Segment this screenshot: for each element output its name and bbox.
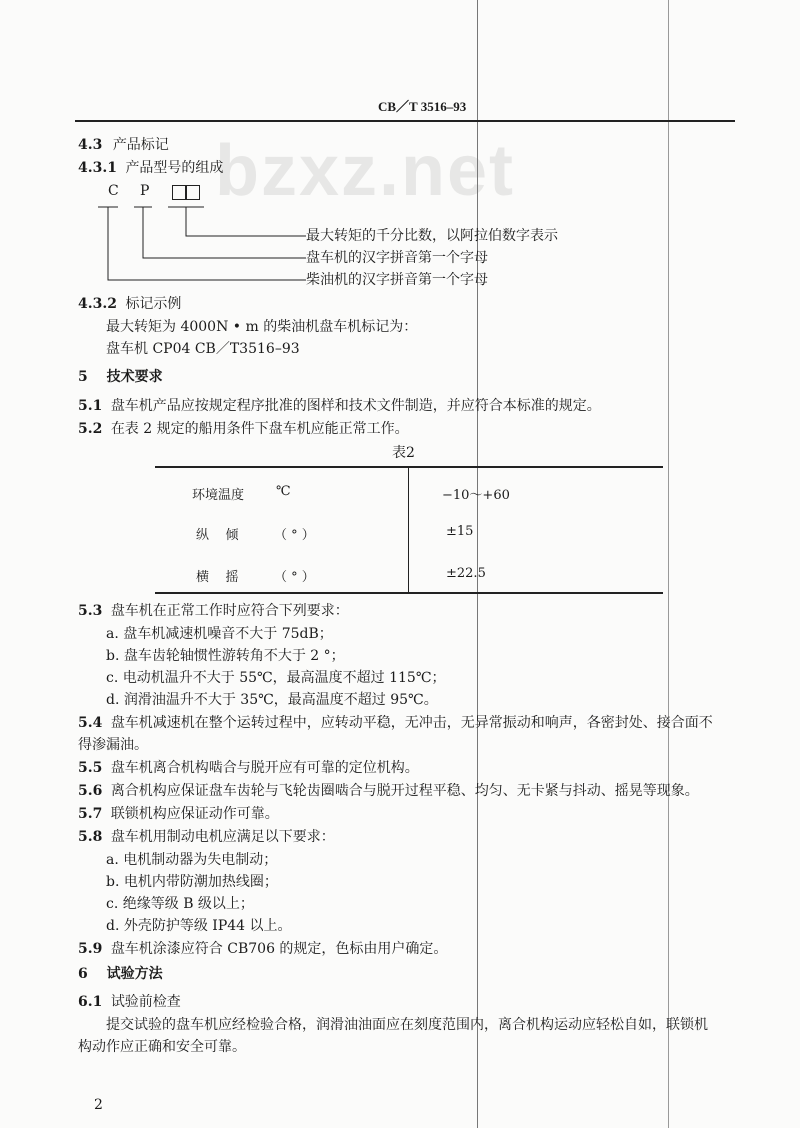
clause-number: 5.5 xyxy=(78,760,103,776)
clause-text: 盘车机离合机构啮合与脱开应有可靠的定位机构。 xyxy=(110,760,419,776)
section-number: 6 xyxy=(78,966,88,982)
section-title: 技术要求 xyxy=(106,369,163,385)
standard-number: CB／T 3516–93 xyxy=(378,99,467,114)
table-row-value: ±15 xyxy=(446,524,474,539)
callout-label-torque: 最大转矩的千分比数，以阿拉伯数字表示 xyxy=(306,228,558,244)
table-bottom-rule xyxy=(155,592,663,594)
table-row-name: 横 摇 xyxy=(196,570,239,585)
clause-text: 在表 2 规定的船用条件下盘车机应能正常工作。 xyxy=(110,421,409,437)
clause-5-8 xyxy=(78,828,335,846)
list-item: b. 电机内带防潮加热线圈； xyxy=(106,874,278,890)
clause-text: 提交试验的盘车机应经检验合格，润滑油油面应在刻度范围内，离合机构运动应轻松自如，联锁机 xyxy=(106,1017,708,1033)
clause-text: 盘车机减速机在整个运转过程中，应转动平稳，无冲击，无异常振动和响声，各密封处、接合面不 xyxy=(110,715,713,731)
clause-5-1 xyxy=(78,397,601,415)
section-title: 标记示例 xyxy=(125,296,182,312)
section-number: 4.3 xyxy=(78,137,103,153)
section-number: 4.3.1 xyxy=(78,160,117,176)
clause-number: 5.7 xyxy=(78,806,103,822)
clause-text: 盘车机产品应按规定程序批准的图样和技术文件制造，并应符合本标准的规定。 xyxy=(110,398,601,414)
clause-number: 5.8 xyxy=(78,829,103,845)
section-6 xyxy=(78,965,163,983)
example-line: 最大转矩为 4000N • m 的柴油机盘车机标记为： xyxy=(106,319,418,335)
section-5 xyxy=(78,368,163,386)
table-caption: 表2 xyxy=(392,445,415,461)
clause-number: 5.2 xyxy=(78,421,103,437)
clause-5-6 xyxy=(78,782,699,800)
clause-5-7 xyxy=(78,805,279,823)
clause-number: 5.3 xyxy=(78,603,103,619)
list-item: a. 电机制动器为失电制动； xyxy=(106,852,278,868)
clause-number: 5.1 xyxy=(78,398,103,414)
clause-text: 盘车机在正常工作时应符合下列要求： xyxy=(110,603,349,619)
table-row-name: 环境温度 xyxy=(192,488,245,503)
list-item: b. 盘车齿轮轴惯性游转角不大于 2 °； xyxy=(106,648,345,664)
clause-text-continued: 得渗漏油。 xyxy=(78,737,148,753)
table-row-unit: （ ° ） xyxy=(274,528,315,543)
section-title: 试验方法 xyxy=(106,966,163,982)
clause-5-2 xyxy=(78,420,409,438)
list-item: c. 绝缘等级 B 级以上； xyxy=(106,896,254,912)
clause-number: 5.9 xyxy=(78,941,103,957)
table-top-rule xyxy=(155,466,663,468)
table-row-unit: ℃ xyxy=(276,484,291,499)
page-number: 2 xyxy=(94,1097,103,1113)
table-row-value: ±22.5 xyxy=(446,566,486,581)
clause-6-1 xyxy=(78,993,181,1011)
list-item: a. 盘车机减速机噪音不大于 75dB； xyxy=(106,626,333,642)
clause-5-4 xyxy=(78,714,713,732)
table-row-value: −10～+60 xyxy=(442,488,510,503)
clause-text: 离合机构应保证盘车齿轮与飞轮齿圈啮合与脱开过程平稳、均匀、无卡紧与抖动、摇晃等现象。 xyxy=(110,783,699,799)
code-letter-c: C xyxy=(108,183,119,199)
clause-5-9 xyxy=(78,940,447,958)
callout-label-diesel: 柴油机的汉字拼音第一个字母 xyxy=(306,272,488,288)
table-column-divider xyxy=(408,467,409,593)
clause-number: 5.4 xyxy=(78,715,103,731)
section-title: 产品标记 xyxy=(112,137,169,153)
section-number: 5 xyxy=(78,369,88,385)
table-row-name: 纵 倾 xyxy=(196,528,239,543)
section-number: 4.3.2 xyxy=(78,296,117,312)
clause-5-5 xyxy=(78,759,419,777)
clause-text: 盘车机用制动电机应满足以下要求： xyxy=(110,829,335,845)
clause-text: 盘车机涂漆应符合 CB706 的规定，色标由用户确定。 xyxy=(110,941,448,957)
clause-text-continued: 构动作应正确和安全可靠。 xyxy=(78,1039,246,1055)
clause-5-3 xyxy=(78,602,349,620)
watermark: bzxz.net xyxy=(215,131,516,211)
list-item: c. 电动机温升不大于 55℃，最高温度不超过 115℃； xyxy=(106,670,446,686)
list-item: d. 外壳防护等级 IP44 以上。 xyxy=(106,918,292,934)
table-row-unit: （ ° ） xyxy=(274,570,315,585)
clause-number: 5.6 xyxy=(78,783,103,799)
section-4-3-2 xyxy=(78,295,181,313)
list-item: d. 润滑油温升不大于 35℃，最高温度不超过 95℃。 xyxy=(106,692,438,708)
code-letter-p: P xyxy=(140,183,150,199)
section-title: 产品型号的组成 xyxy=(125,160,224,176)
clause-title: 试验前检查 xyxy=(110,994,181,1010)
clause-text: 联锁机构应保证动作可靠。 xyxy=(110,806,279,822)
clause-number: 6.1 xyxy=(78,994,103,1010)
example-mark: 盘车机 CP04 CB／T3516–93 xyxy=(106,341,300,357)
callout-label-turning-gear: 盘车机的汉字拼音第一个字母 xyxy=(306,250,488,266)
